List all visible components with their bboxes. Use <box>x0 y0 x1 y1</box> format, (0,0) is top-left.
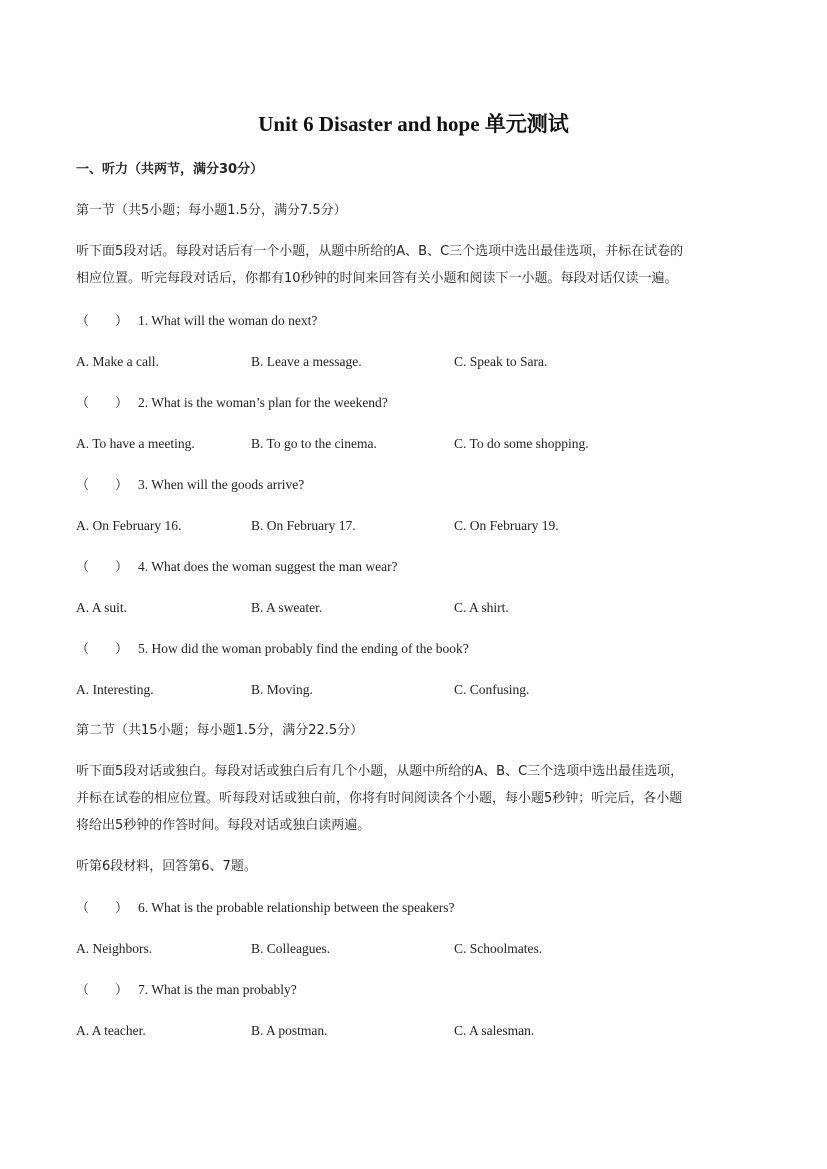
question-3 <box>76 472 756 499</box>
question-2 <box>76 390 756 417</box>
option-c: C. To do some shopping. <box>454 436 589 451</box>
question-5-options <box>76 677 756 703</box>
question-3-options <box>76 513 756 539</box>
question-1-options <box>76 349 756 375</box>
option-a: A. To have a meeting. <box>76 436 195 451</box>
question-2-options <box>76 431 756 457</box>
option-c: C. On February 19. <box>454 518 559 533</box>
page-title: Unit 6 Disaster and hope 单元测试 <box>258 112 569 136</box>
question-5 <box>76 636 756 663</box>
option-b: B. Colleagues. <box>251 941 331 956</box>
option-a: A. Make a call. <box>76 354 159 369</box>
part2-instruction-line3: 将给出5秒钟的作答时间。每段对话或独白读两遍。 <box>76 818 371 833</box>
option-b: B. To go to the cinema. <box>251 436 377 451</box>
option-c: C. Speak to Sara. <box>454 354 548 369</box>
answer-blank[interactable]: （ ） <box>76 642 129 657</box>
option-a: A. On February 16. <box>76 518 182 533</box>
question-4-options <box>76 595 756 621</box>
question-7 <box>76 977 756 1004</box>
answer-blank[interactable]: （ ） <box>76 901 129 916</box>
answer-blank[interactable]: （ ） <box>76 478 129 493</box>
option-b: B. Moving. <box>251 682 313 697</box>
part1-instruction-line1: 听下面5段对话。每段对话后有一个小题，从题中所给的A、B、C三个选项中选出最佳选项，并标在试卷的 <box>76 244 684 259</box>
question-6-options <box>76 936 756 962</box>
option-a: A. A teacher. <box>76 1023 146 1038</box>
option-c: C. A salesman. <box>454 1023 535 1038</box>
part2-instruction-line2: 并标在试卷的相应位置。听每段对话或独白前，你将有时间阅读各个小题，每小题5秒钟；听完后，各小题 <box>76 791 683 806</box>
question-text: 2. What is the woman’s plan for the weekend? <box>138 395 388 410</box>
question-text: 4. What does the woman suggest the man wear? <box>138 559 398 574</box>
part2-instruction-line1: 听下面5段对话或独白。每段对话或独白后有几个小题，从题中所给的A、B、C三个选项中选出最佳选项， <box>76 764 684 779</box>
question-4 <box>76 554 756 581</box>
option-b: B. A sweater. <box>251 600 323 615</box>
part2-heading: 第二节（共15小题；每小题1.5分，满分22.5分） <box>76 723 364 738</box>
question-text: 7. What is the man probably? <box>138 982 297 997</box>
answer-blank[interactable]: （ ） <box>76 983 129 998</box>
answer-blank[interactable]: （ ） <box>76 560 129 575</box>
part1-instruction-line2: 相应位置。听完每段对话后，你都有10秒钟的时间来回答有关小题和阅读下一小题。每段对话仅读一遍。 <box>76 271 678 286</box>
option-a: A. Interesting. <box>76 682 154 697</box>
option-b: B. A postman. <box>251 1023 328 1038</box>
answer-blank[interactable]: （ ） <box>76 396 129 411</box>
option-a: A. A suit. <box>76 600 128 615</box>
question-7-options <box>76 1018 756 1044</box>
question-1 <box>76 308 756 335</box>
question-text: 5. How did the woman probably find the ending of the book? <box>138 641 469 656</box>
question-text: 3. When will the goods arrive? <box>138 477 305 492</box>
question-text: 1. What will the woman do next? <box>138 313 318 328</box>
material-6-heading: 听第6段材料，回答第6、7题。 <box>76 859 257 874</box>
option-c: C. A shirt. <box>454 600 509 615</box>
option-c: C. Schoolmates. <box>454 941 543 956</box>
question-text: 6. What is the probable relationship between the speakers? <box>138 900 455 915</box>
option-b: B. Leave a message. <box>251 354 362 369</box>
section-heading-listening: 一、听力（共两节，满分30分） <box>76 162 264 177</box>
option-a: A. Neighbors. <box>76 941 153 956</box>
option-b: B. On February 17. <box>251 518 356 533</box>
option-c: C. Confusing. <box>454 682 530 697</box>
part1-heading: 第一节（共5小题；每小题1.5分，满分7.5分） <box>76 203 347 218</box>
answer-blank[interactable]: （ ） <box>76 314 129 329</box>
question-6 <box>76 895 756 922</box>
